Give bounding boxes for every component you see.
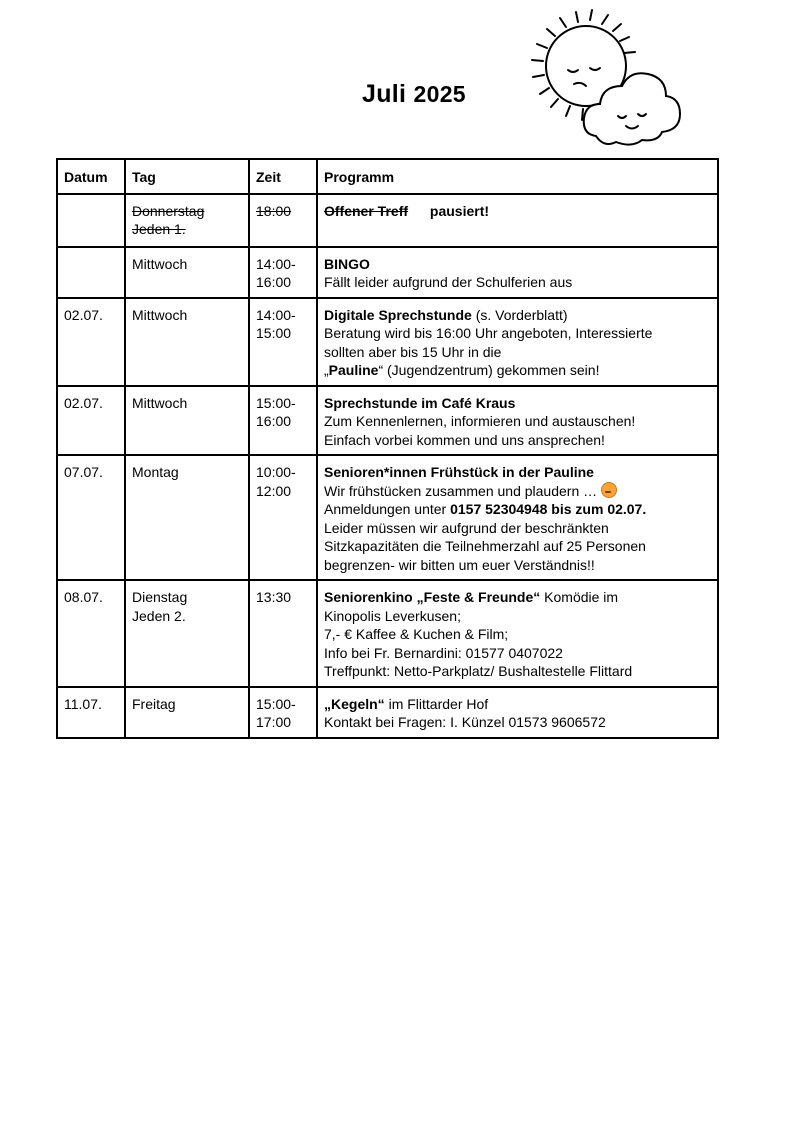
table-row — [57, 687, 718, 738]
cell-zeit — [249, 298, 317, 386]
zeit-end: 16:00 — [256, 274, 292, 290]
program-title-note: im Flittarder Hof — [388, 695, 489, 712]
header-datum: Datum — [57, 159, 125, 194]
cell-datum: 11.07. — [57, 687, 125, 738]
table-row — [57, 580, 718, 687]
cell-zeit — [249, 455, 317, 580]
header-zeit: Zeit — [249, 159, 317, 194]
cell-programm — [317, 194, 718, 247]
tag-recurrence: Jeden 1. — [132, 221, 186, 237]
cell-datum — [57, 247, 125, 298]
cell-datum: 08.07. — [57, 580, 125, 687]
program-line: Kontakt bei Fragen: I. Künzel 01573 9606572 — [324, 714, 606, 730]
cell-programm — [317, 298, 718, 386]
program-line: sollten aber bis 15 Uhr in die — [324, 343, 502, 360]
zeit-start: 15:00- — [256, 695, 296, 712]
table-header-row — [57, 159, 718, 194]
header-tag: Tag — [125, 159, 249, 194]
table-row — [57, 247, 718, 298]
program-line — [324, 482, 711, 501]
table-row — [57, 194, 718, 247]
winking-face-icon — [601, 482, 617, 498]
registration-label: Anmeldungen unter — [324, 501, 451, 517]
zeit-start: 14:00- — [256, 255, 296, 272]
program-line — [324, 500, 711, 519]
program-line: Sitzkapazitäten die Teilnehmerzahl auf 25 Personen — [324, 538, 646, 554]
program-title: BINGO — [324, 255, 370, 272]
program-line: Treffpunkt: Netto-Parkplatz/ Bushaltestelle Flittard — [324, 663, 633, 679]
cell-tag: Freitag — [125, 687, 249, 738]
program-status: pausiert! — [429, 202, 490, 219]
table-row — [57, 455, 718, 580]
cell-zeit — [249, 247, 317, 298]
title-month: Juli — [362, 80, 407, 108]
cell-zeit — [249, 386, 317, 456]
program-title: Sprechstunde im Café Kraus — [324, 394, 516, 411]
program-line-text: Wir frühstücken zusammen und plaudern … — [324, 482, 598, 499]
program-line: Leider müssen wir aufgrund der beschränkten — [324, 519, 609, 536]
program-line: Kinopolis Leverkusen; — [324, 607, 461, 624]
cell-datum: 02.07. — [57, 386, 125, 456]
sun-cloud-illustration — [518, 8, 690, 160]
location-name: Pauline — [328, 362, 379, 378]
program-line-tail: “ (Jugendzentrum) gekommen sein! — [378, 362, 600, 378]
zeit-end: 15:00 — [256, 325, 292, 341]
program-title: Digitale Sprechstunde — [324, 306, 472, 323]
program-line: begrenzen- wir bitten um euer Verständnis!! — [324, 556, 595, 573]
cell-programm — [317, 386, 718, 456]
program-title: Senioren*innen Frühstück in der Pauline — [324, 464, 594, 480]
program-title: Offener Treff — [324, 202, 409, 219]
program-line: Beratung wird bis 16:00 Uhr angeboten, Interessierte — [324, 325, 653, 341]
program-line: Info bei Fr. Bernardini: 01577 0407022 — [324, 644, 563, 661]
cell-tag: Mittwoch — [125, 386, 249, 456]
cell-tag — [125, 194, 249, 247]
table-row — [57, 298, 718, 386]
cell-zeit — [249, 194, 317, 247]
program-line: Einfach vorbei kommen und uns ansprechen! — [324, 431, 605, 448]
cell-zeit: 13:30 — [249, 580, 317, 687]
zeit-end: 17:00 — [256, 714, 292, 730]
program-line: 7,- € Kaffee & Kuchen & Film; — [324, 626, 509, 642]
cell-programm — [317, 455, 718, 580]
cell-tag: Mittwoch — [125, 298, 249, 386]
cell-datum: 07.07. — [57, 455, 125, 580]
cell-programm — [317, 687, 718, 738]
program-title-note: Komödie im — [544, 589, 619, 605]
zeit-start: 10:00- — [256, 464, 296, 480]
cell-programm — [317, 247, 718, 298]
cell-tag: Montag — [125, 455, 249, 580]
program-line — [324, 361, 711, 380]
zeit-end: 16:00 — [256, 413, 292, 429]
program-title: Seniorenkino „Feste & Freunde“ — [324, 589, 541, 605]
zeit-start: 15:00- — [256, 394, 296, 411]
zeit-end: 12:00 — [256, 482, 292, 499]
cell-tag: Mittwoch — [125, 247, 249, 298]
zeit-text: 18:00 — [256, 202, 292, 219]
program-line: Fällt leider aufgrund der Schulferien aus — [324, 274, 573, 290]
tag-text: Dienstag — [132, 589, 188, 605]
title-year: 2025 — [413, 81, 466, 107]
zeit-start: 14:00- — [256, 306, 296, 323]
tag-text: Donnerstag — [132, 202, 205, 219]
program-title: „Kegeln“ — [324, 695, 385, 712]
table-row — [57, 386, 718, 456]
registration-phone: 0157 52304948 bis zum 02.07. — [450, 501, 647, 517]
program-table — [56, 158, 719, 739]
cell-tag — [125, 580, 249, 687]
cell-zeit — [249, 687, 317, 738]
program-title-note: (s. Vorderblatt) — [475, 306, 568, 323]
tag-recurrence: Jeden 2. — [132, 607, 186, 624]
header-programm: Programm — [317, 159, 718, 194]
cell-datum — [57, 194, 125, 247]
cell-datum: 02.07. — [57, 298, 125, 386]
program-line: Zum Kennenlernen, informieren und austauschen! — [324, 413, 636, 429]
quote-open: „ — [324, 362, 329, 378]
page-title — [362, 80, 466, 109]
cell-programm — [317, 580, 718, 687]
